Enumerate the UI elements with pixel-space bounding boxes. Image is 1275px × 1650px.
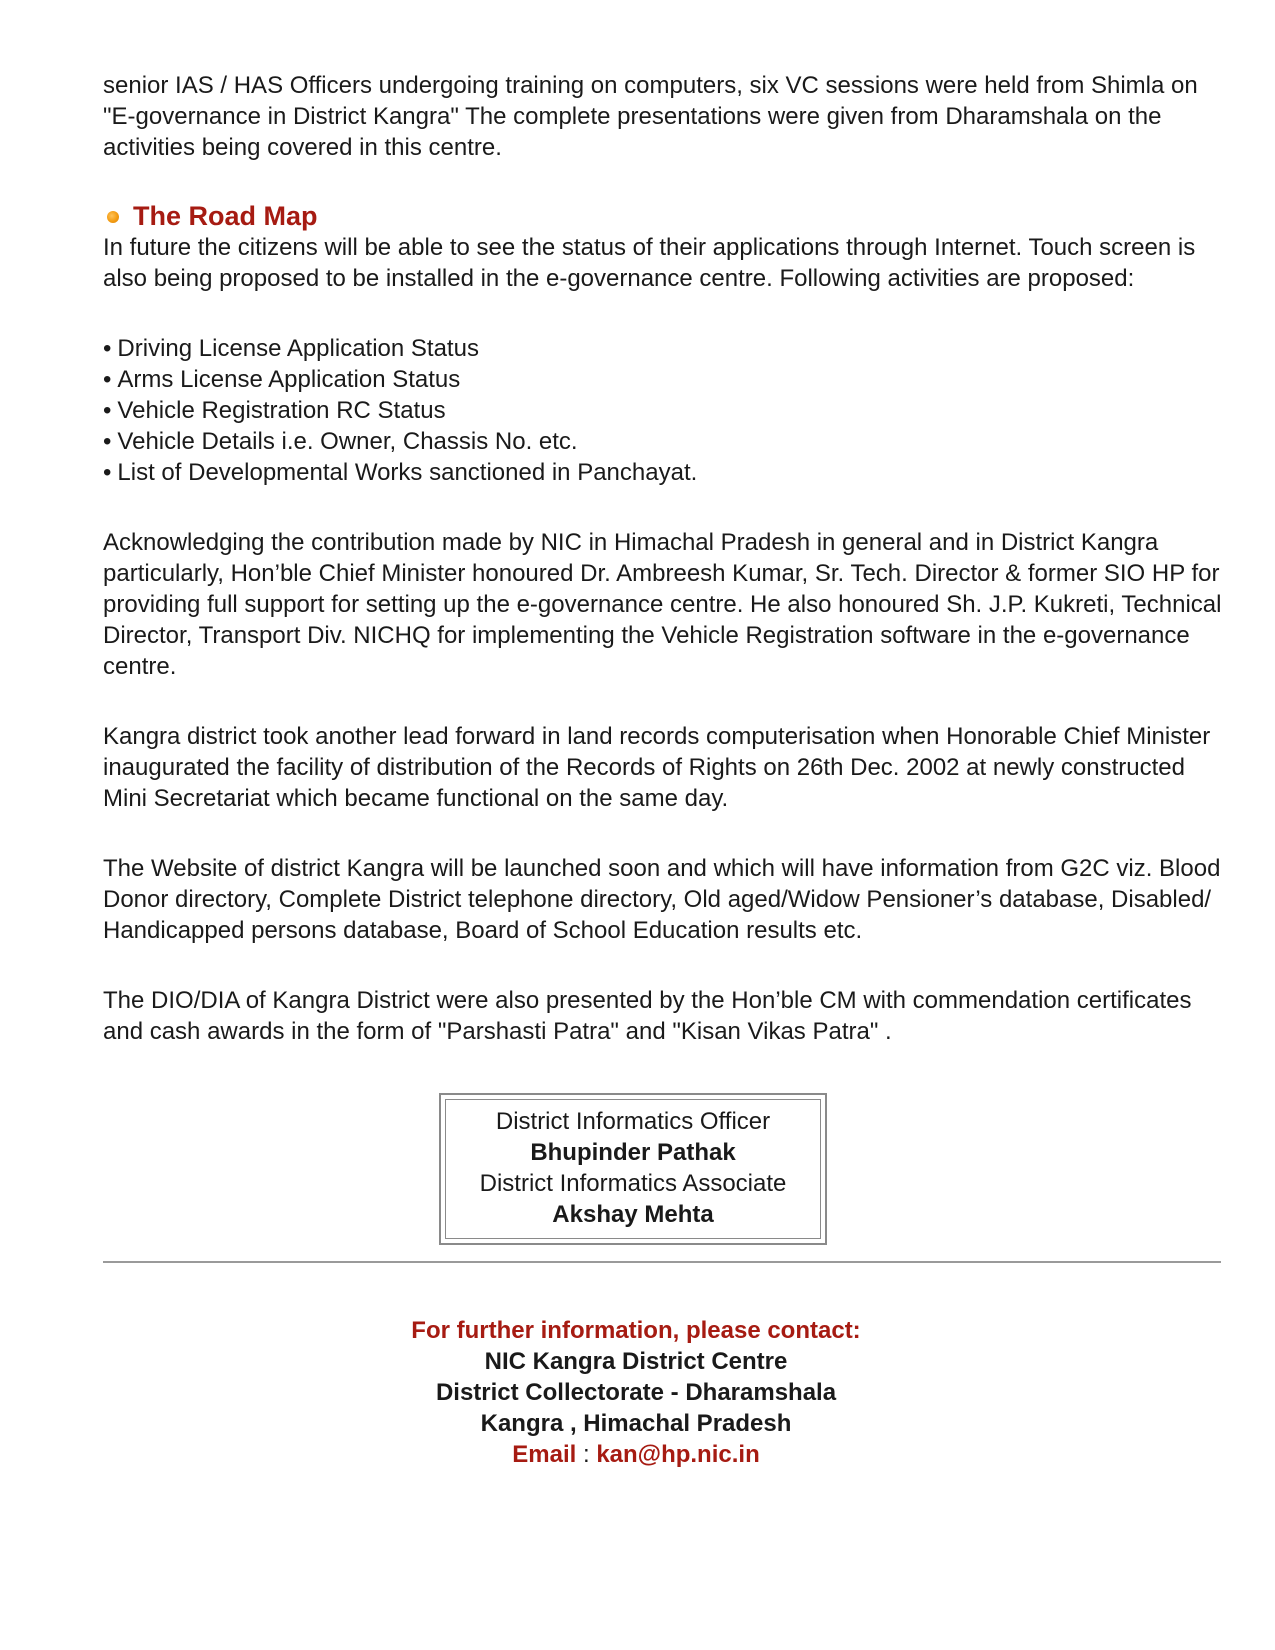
officer-title: District Informatics Officer bbox=[495, 1108, 771, 1135]
credits-box bbox=[439, 1093, 827, 1245]
list-item: • Arms License Application Status bbox=[103, 364, 1223, 395]
list-item: • Vehicle Registration RC Status bbox=[103, 395, 1223, 426]
contact-org: NIC Kangra District Centre bbox=[484, 1348, 788, 1375]
acknowledgement-paragraph: Acknowledging the contribution made by NIC in Himachal Pradesh in general and in District Kangra particularly, Hon’ble Chief Minister honoured Dr. Ambreesh Kumar, Sr. Tech. Director & former SIO HP for providing full support for setting up the e-governance centre. He also honoured Sh. J.P. Kukreti, Technical Director, Transport Div. NICHQ for implementing the Vehicle Registration software in the e-governance centre. bbox=[103, 529, 1222, 680]
contact-address-line1: District Collectorate - Dharamshala bbox=[435, 1379, 837, 1406]
activities-list bbox=[103, 333, 1223, 488]
roadmap-paragraph: In future the citizens will be able to see the status of their applications through Internet. Touch screen is also being proposed to be installed in the e-governance centre. Following activities are proposed: bbox=[103, 234, 1196, 292]
associate-name: Akshay Mehta bbox=[552, 1201, 714, 1228]
contact-email-line bbox=[76, 1439, 1196, 1470]
associate-title: District Informatics Associate bbox=[479, 1170, 787, 1197]
list-item: • Vehicle Details i.e. Owner, Chassis No. etc. bbox=[103, 426, 1223, 457]
awards-paragraph: The DIO/DIA of Kangra District were also presented by the Hon’ble CM with commendation certificates and cash awards in the form of "Parshasti Patra" and "Kisan Vikas Patra" . bbox=[103, 987, 1192, 1045]
list-item: • Driving License Application Status bbox=[103, 333, 1223, 364]
intro-paragraph: senior IAS / HAS Officers undergoing training on computers, six VC sessions were held from Shimla on "E-governance in District Kangra" The complete presentations were given from Dharamshala on the activities being covered in this centre. bbox=[103, 72, 1198, 161]
document-page bbox=[103, 70, 1223, 1470]
email-link[interactable]: kan@hp.nic.in bbox=[596, 1441, 760, 1468]
officer-name: Bhupinder Pathak bbox=[530, 1139, 736, 1166]
contact-heading: For further information, please contact: bbox=[411, 1317, 861, 1344]
roadmap-heading bbox=[103, 201, 1223, 232]
contact-address-line2: Kangra , Himachal Pradesh bbox=[480, 1410, 792, 1437]
email-separator: : bbox=[576, 1441, 597, 1468]
roadmap-heading-text: The Road Map bbox=[133, 201, 318, 231]
land-records-paragraph: Kangra district took another lead forward in land records computerisation when Honorable Chief Minister inaugurated the facility of distribution of the Records of Rights on 26th Dec. 2002 at newly constructed Mini Secretariat which became functional on the same day. bbox=[103, 723, 1211, 812]
email-label: Email bbox=[512, 1441, 577, 1468]
list-item: • List of Developmental Works sanctioned in Panchayat. bbox=[103, 457, 1223, 488]
contact-block bbox=[76, 1315, 1196, 1470]
website-paragraph: The Website of district Kangra will be launched soon and which will have information from G2C viz. Blood Donor directory, Complete District telephone directory, Old aged/Widow Pensioner’s database, Disabled/ Handicapped persons database, Board of School Education results etc. bbox=[103, 855, 1221, 944]
credits-inner bbox=[445, 1099, 821, 1239]
divider bbox=[103, 1261, 1221, 1263]
orange-dot-icon bbox=[107, 211, 119, 223]
